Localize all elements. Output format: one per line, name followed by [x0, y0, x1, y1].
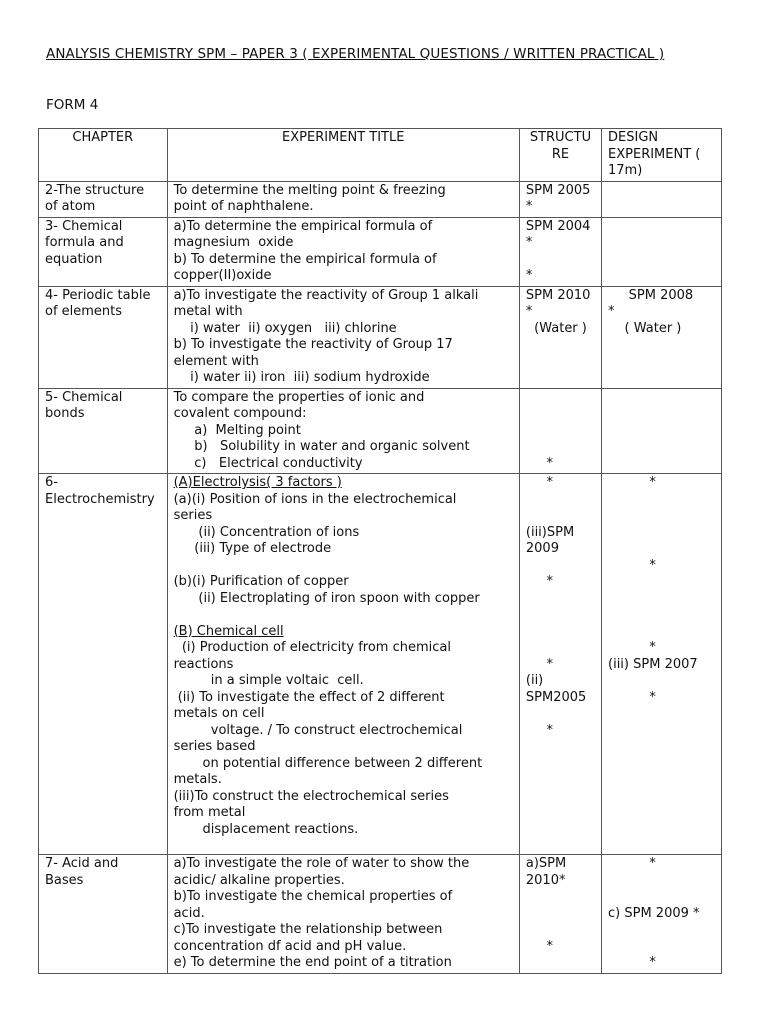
- cell-line: a) Melting point: [173, 422, 301, 438]
- table-row: [39, 217, 722, 286]
- cell-line: in a simple voltaic cell.: [173, 673, 364, 688]
- cell-line: b) Solubility in water and organic solvent: [173, 439, 470, 454]
- cell-design: [602, 855, 722, 974]
- cell-structure: [519, 474, 601, 855]
- cell-line: [526, 624, 595, 641]
- header-experiment-title: EXPERIMENT TITLE: [167, 129, 519, 182]
- cell-line: [526, 508, 595, 525]
- table-row: [39, 388, 722, 474]
- cell-line: [526, 406, 595, 423]
- table-row: [39, 474, 722, 855]
- cell-line: [526, 591, 595, 608]
- cell-structure: [519, 286, 601, 388]
- cell-structure: [519, 181, 601, 217]
- cell-line: 7- Acid and: [45, 856, 119, 871]
- cell-structure: [519, 388, 601, 474]
- cell-line: [526, 889, 595, 906]
- cell-line: (i) Production of electricity from chemical: [173, 640, 451, 655]
- cell-line: a)To determine the empirical formula of: [173, 218, 433, 234]
- cell-line: *: [608, 557, 656, 573]
- cell-line: [608, 607, 715, 624]
- cell-line: (Water ): [525, 320, 587, 336]
- cell-line: [608, 541, 715, 558]
- cell-line: SPM 2005: [525, 182, 591, 198]
- cell-line: (B) Chemical cell: [173, 623, 284, 639]
- cell-line: displacement reactions.: [173, 821, 359, 837]
- header-chapter: CHAPTER: [39, 129, 168, 182]
- cell-line: *: [608, 955, 656, 970]
- cell-line: on potential difference between 2 different: [173, 755, 483, 771]
- cell-line: [526, 423, 595, 440]
- cell-line: *: [525, 268, 533, 283]
- cell-line: c)To investigate the relationship between: [173, 922, 443, 937]
- cell-line: (ii) Concentration of ions: [173, 524, 360, 540]
- cell-line: c) Electrical conductivity: [173, 455, 363, 471]
- cell-line: [526, 252, 595, 269]
- cell-line: reactions: [173, 656, 234, 672]
- cell-line: [526, 922, 595, 939]
- cell-line: [526, 390, 595, 407]
- cell-line: *: [525, 475, 554, 490]
- cell-line: [526, 706, 595, 723]
- cell-line: 6-: [45, 475, 58, 490]
- cell-line: voltage. / To construct electrochemical: [173, 722, 463, 738]
- cell-chapter: [39, 474, 168, 855]
- cell-line: [608, 492, 715, 509]
- cell-line: [526, 607, 595, 624]
- cell-chapter: [39, 181, 168, 217]
- cell-line: acidic/ alkaline properties.: [173, 872, 345, 888]
- cell-design: [602, 181, 722, 217]
- cell-line: magnesium oxide: [173, 235, 294, 250]
- cell-line: (iii) SPM 2007: [608, 656, 698, 672]
- cell-line: [526, 906, 595, 923]
- cell-line: Bases: [45, 872, 84, 888]
- cell-line: 4- Periodic table: [45, 287, 151, 303]
- cell-line: *: [525, 199, 533, 214]
- cell-line: [526, 439, 595, 456]
- cell-line: metals on cell: [173, 706, 265, 721]
- cell-line: (ii) Electroplating of iron spoon with copper: [173, 590, 480, 606]
- cell-design: [602, 388, 722, 474]
- experiment-table: [38, 128, 722, 974]
- table-row: [39, 855, 722, 974]
- cell-line: acid.: [173, 905, 205, 921]
- cell-line: [526, 640, 595, 657]
- header-design-experiment: DESIGN EXPERIMENT ( 17m): [602, 129, 722, 182]
- cell-line: SPM2005: [525, 689, 587, 705]
- cell-line: [608, 591, 715, 608]
- cell-line: [526, 492, 595, 509]
- cell-line: b) To determine the empirical formula of: [173, 251, 437, 267]
- cell-line: [174, 607, 513, 624]
- cell-line: (iii)To construct the electrochemical series: [173, 788, 449, 804]
- cell-line: [608, 673, 715, 690]
- cell-line: formula and: [45, 235, 124, 250]
- header-structure: STRUCTU RE: [519, 129, 601, 182]
- cell-line: Electrochemistry: [45, 491, 155, 507]
- cell-line: copper(II)oxide: [173, 268, 272, 283]
- cell-line: [608, 525, 715, 542]
- cell-line: 2009: [525, 541, 559, 556]
- cell-chapter: [39, 286, 168, 388]
- cell-line: concentration df acid and pH value.: [173, 938, 407, 954]
- cell-line: To compare the properties of ionic and: [173, 389, 425, 405]
- cell-design: [602, 286, 722, 388]
- cell-line: SPM 2008: [608, 287, 694, 303]
- cell-line: b) To investigate the reactivity of Group 17: [173, 337, 453, 352]
- cell-line: (iii)SPM: [525, 524, 575, 540]
- cell-line: *: [525, 304, 533, 319]
- cell-line: [608, 922, 715, 939]
- cell-experiment-title: [167, 855, 519, 974]
- cell-line: *: [525, 938, 554, 954]
- table-row: [39, 286, 722, 388]
- table-header-row: [39, 129, 722, 182]
- cell-line: metals.: [173, 772, 222, 787]
- cell-line: a)To investigate the reactivity of Group 1 alkali: [173, 287, 479, 303]
- cell-line: (iii) Type of electrode: [173, 541, 332, 556]
- cell-line: (A)Electrolysis( 3 factors ): [173, 475, 342, 490]
- cell-design: [602, 474, 722, 855]
- cell-line: 2-The structure: [45, 182, 145, 198]
- cell-line: i) water ii) oxygen iii) chlorine: [173, 320, 397, 336]
- cell-design: [602, 217, 722, 286]
- cell-line: *: [608, 856, 656, 871]
- cell-line: ( Water ): [608, 320, 682, 336]
- cell-line: *: [525, 656, 554, 672]
- cell-line: element with: [173, 353, 259, 369]
- cell-line: equation: [45, 251, 103, 267]
- cell-line: [174, 558, 513, 575]
- cell-structure: [519, 217, 601, 286]
- cell-line: from metal: [173, 805, 246, 820]
- cell-line: of elements: [45, 304, 123, 319]
- cell-line: a)SPM: [525, 856, 567, 871]
- cell-line: 2010*: [525, 872, 566, 888]
- table-row: [39, 181, 722, 217]
- cell-line: (ii) To investigate the effect of 2 different: [173, 689, 445, 705]
- form-label: FORM 4: [46, 97, 99, 113]
- cell-line: 3- Chemical: [45, 218, 123, 234]
- cell-line: [608, 574, 715, 591]
- cell-chapter: [39, 855, 168, 974]
- cell-line: point of naphthalene.: [173, 199, 314, 214]
- cell-line: metal with: [173, 304, 243, 319]
- cell-line: *: [525, 235, 533, 250]
- cell-line: bonds: [45, 406, 85, 421]
- cell-line: i) water ii) iron iii) sodium hydroxide: [173, 370, 430, 385]
- cell-line: SPM 2010: [525, 287, 591, 303]
- cell-structure: [519, 855, 601, 974]
- cell-chapter: [39, 217, 168, 286]
- cell-line: of atom: [45, 199, 96, 214]
- cell-line: [608, 873, 715, 890]
- cell-chapter: [39, 388, 168, 474]
- cell-line: (ii): [525, 673, 544, 688]
- cell-line: [608, 889, 715, 906]
- cell-line: [608, 939, 715, 956]
- cell-line: *: [608, 689, 656, 705]
- document-title: ANALYSIS CHEMISTRY SPM – PAPER 3 ( EXPERIMENTAL QUESTIONS / WRITTEN PRACTICAL ): [46, 46, 665, 62]
- cell-line: series based: [173, 739, 256, 754]
- cell-line: SPM 2004: [525, 218, 591, 234]
- cell-line: *: [525, 574, 554, 589]
- cell-line: 5- Chemical: [45, 389, 123, 405]
- cell-experiment-title: [167, 388, 519, 474]
- cell-line: *: [608, 640, 656, 655]
- cell-line: b)To investigate the chemical properties of: [173, 889, 453, 904]
- cell-line: To determine the melting point & freezing: [173, 182, 446, 198]
- cell-line: *: [608, 304, 615, 319]
- cell-line: c) SPM 2009 *: [608, 905, 700, 921]
- cell-line: a)To investigate the role of water to show the: [173, 856, 470, 871]
- cell-line: *: [525, 722, 554, 738]
- cell-experiment-title: [167, 286, 519, 388]
- cell-experiment-title: [167, 474, 519, 855]
- cell-line: covalent compound:: [173, 406, 307, 421]
- cell-line: [608, 624, 715, 641]
- cell-line: [608, 508, 715, 525]
- cell-line: e) To determine the end point of a titration: [173, 955, 452, 970]
- cell-experiment-title: [167, 217, 519, 286]
- cell-line: *: [608, 475, 656, 490]
- cell-line: (a)(i) Position of ions in the electrochemical: [173, 491, 457, 507]
- cell-line: *: [525, 455, 554, 471]
- cell-line: [526, 558, 595, 575]
- cell-experiment-title: [167, 181, 519, 217]
- cell-line: series: [173, 508, 213, 523]
- cell-line: (b)(i) Purification of copper: [173, 574, 349, 589]
